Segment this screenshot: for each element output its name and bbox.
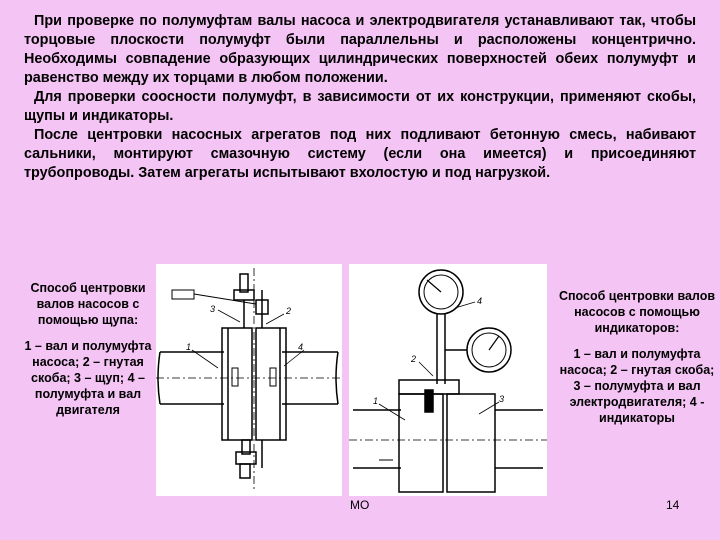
coupling-feeler-drawing: [156, 264, 342, 496]
figure-feeler-method: [156, 264, 342, 496]
paragraph-after-centering: После центровки насосных агрегатов под них подливают бетонную смесь, набивают сальники, монтируют смазочную систему (если она имеется) и присоединяют трубопроводы. Затем агрегаты испытывают вхолостую и под нагрузкой.: [24, 127, 696, 181]
caption-indicator-legend: 1 – вал и полумуфта насоса; 2 – гнутая скоба; 3 – полумуфта и вал электродвигателя; 4 - индикаторы: [559, 347, 715, 425]
pump-half-coupling: [222, 328, 252, 440]
fig2-label-1: 1: [373, 396, 379, 406]
fig2-label-2: 2: [411, 354, 417, 364]
paragraph-alignment: При проверке по полумуфтам валы насоса и электродвигателя устанавливают так, чтобы торцовые плоскости полумуфт были параллельны и расположены концентрично. Необходимы совпадение образующих цилиндрических поверхностей обеих полумуфт и равенство между их торцами в любом положении.: [24, 13, 696, 86]
pump-half-coupling-2: [399, 394, 443, 492]
caption-indicator-title: Способ центровки валов насосов с помощью индикаторов:: [558, 289, 716, 335]
caption-feeler-legend: 1 – вал и полумуфта насоса; 2 – гнутая скоба; 3 – щуп; 4 – полумуфта и вал двигателя: [24, 339, 152, 417]
caption-feeler-method: [24, 280, 152, 418]
fig1-label-2: 2: [286, 306, 292, 316]
fig2-label-4: 4: [477, 296, 483, 306]
caption-feeler-title: Способ центровки валов насосов с помощью щупа:: [30, 281, 146, 327]
motor-half-coupling: [256, 328, 286, 440]
footer-author: МО: [350, 498, 370, 512]
figure-indicator-method: [349, 264, 547, 496]
body-text: [24, 12, 696, 183]
fig1-label-1: 1: [186, 342, 192, 352]
paragraph-tools: Для проверки соосности полумуфт, в зависимости от их конструкции, применяют скобы, щупы и индикаторы.: [24, 89, 696, 124]
page-number: 14: [666, 498, 680, 512]
fig2-label-3: 3: [499, 394, 505, 404]
fig1-label-3: 3: [210, 304, 216, 314]
caption-indicator-method: [557, 288, 717, 426]
fig1-label-4: 4: [298, 342, 304, 352]
coupling-indicator-drawing: [349, 264, 547, 496]
